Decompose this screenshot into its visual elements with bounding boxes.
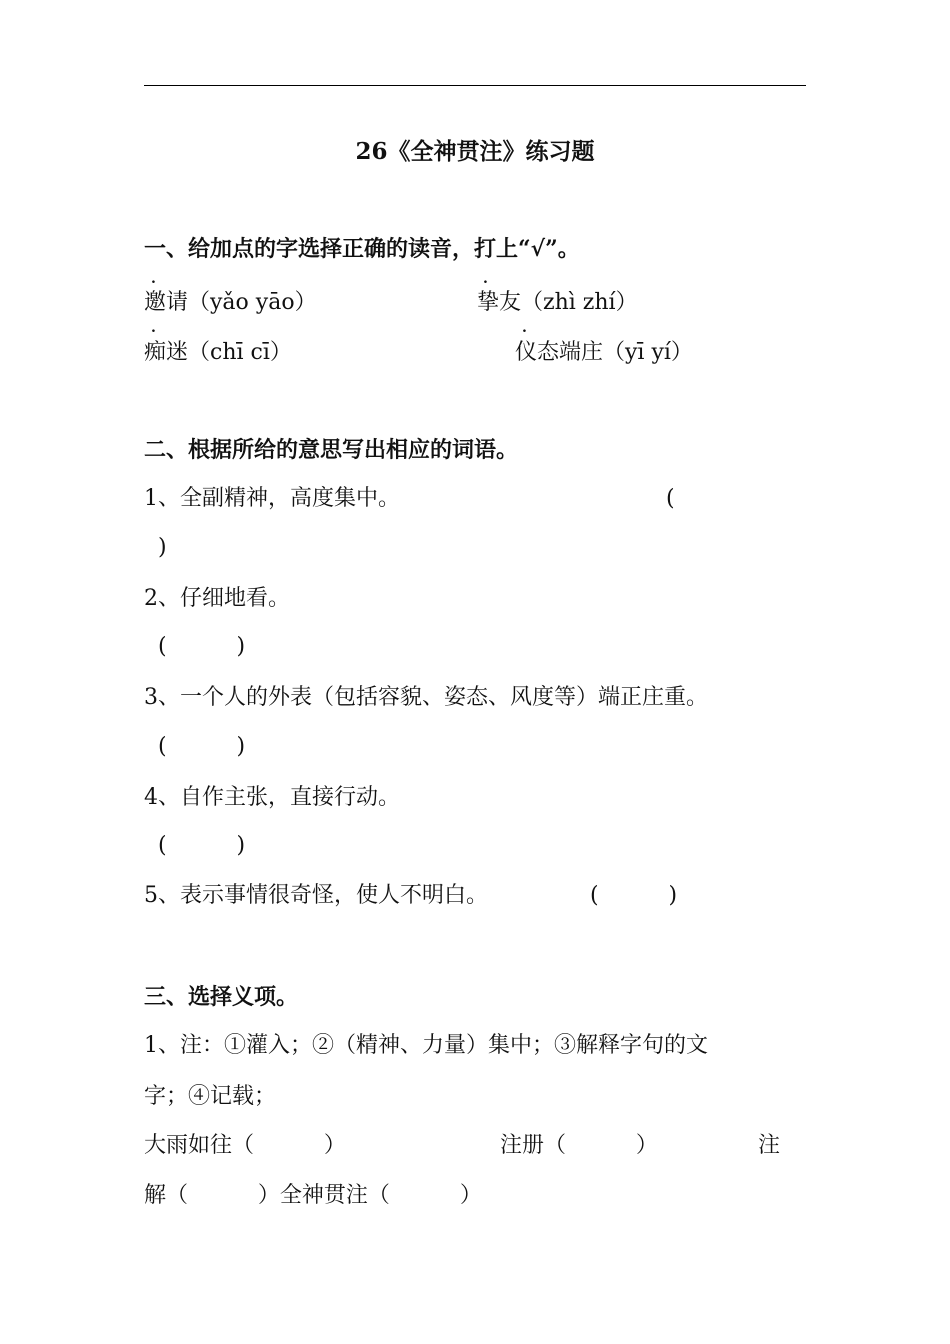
pinyin-item-3: 痴迷（chī cī）	[144, 340, 292, 365]
answer-blank-open: (	[666, 486, 675, 511]
definition-line-1: 1、注：①灌入；②（精神、力量）集中；③解释字句的文	[144, 1033, 708, 1058]
section1-heading: 一、给加点的字选择正确的读音，打上“√”。	[144, 236, 580, 262]
emphasis-dot: .	[151, 320, 156, 336]
question-4: 4、自作主张，直接行动。	[144, 785, 400, 810]
pinyin-item-4: 仪态端庄（yī yí）	[515, 340, 693, 365]
question-5: 5、表示事情很奇怪，使人不明白。	[144, 883, 488, 908]
page-title: 26《全神贯注》练习题	[355, 138, 595, 165]
emphasis-dot: .	[151, 271, 156, 287]
emphasis-dot: .	[483, 271, 488, 287]
section2-heading: 二、根据所给的意思写出相应的词语。	[144, 437, 519, 463]
question-3: 3、一个人的外表（包括容貌、姿态、风度等）端正庄重。	[144, 685, 708, 710]
answer-blank: ( )	[158, 634, 246, 659]
top-rule	[144, 85, 806, 86]
pinyin-item-2: 挚友（zhì zhí）	[477, 290, 638, 315]
section3-heading: 三、选择义项。	[144, 984, 299, 1010]
choice-item-1: 大雨如往（ ）	[144, 1133, 346, 1158]
definition-line-2: 字；④记载；	[144, 1084, 277, 1109]
answer-blank: ( )	[158, 833, 246, 858]
answer-blank: ( )	[158, 734, 246, 759]
choice-line-4: 解（ ）全神贯注（ ）	[144, 1183, 482, 1208]
choice-item-3-start: 注	[758, 1133, 781, 1158]
choice-item-2: 注册（ ）	[500, 1133, 658, 1158]
question-2: 2、仔细地看。	[144, 586, 290, 611]
answer-blank-close: )	[158, 535, 167, 560]
emphasis-dot: .	[522, 320, 527, 336]
pinyin-item-1: 邀请（yǎo yāo）	[144, 290, 317, 315]
question-1: 1、全副精神，高度集中。	[144, 486, 400, 511]
answer-blank: ( )	[590, 883, 678, 908]
